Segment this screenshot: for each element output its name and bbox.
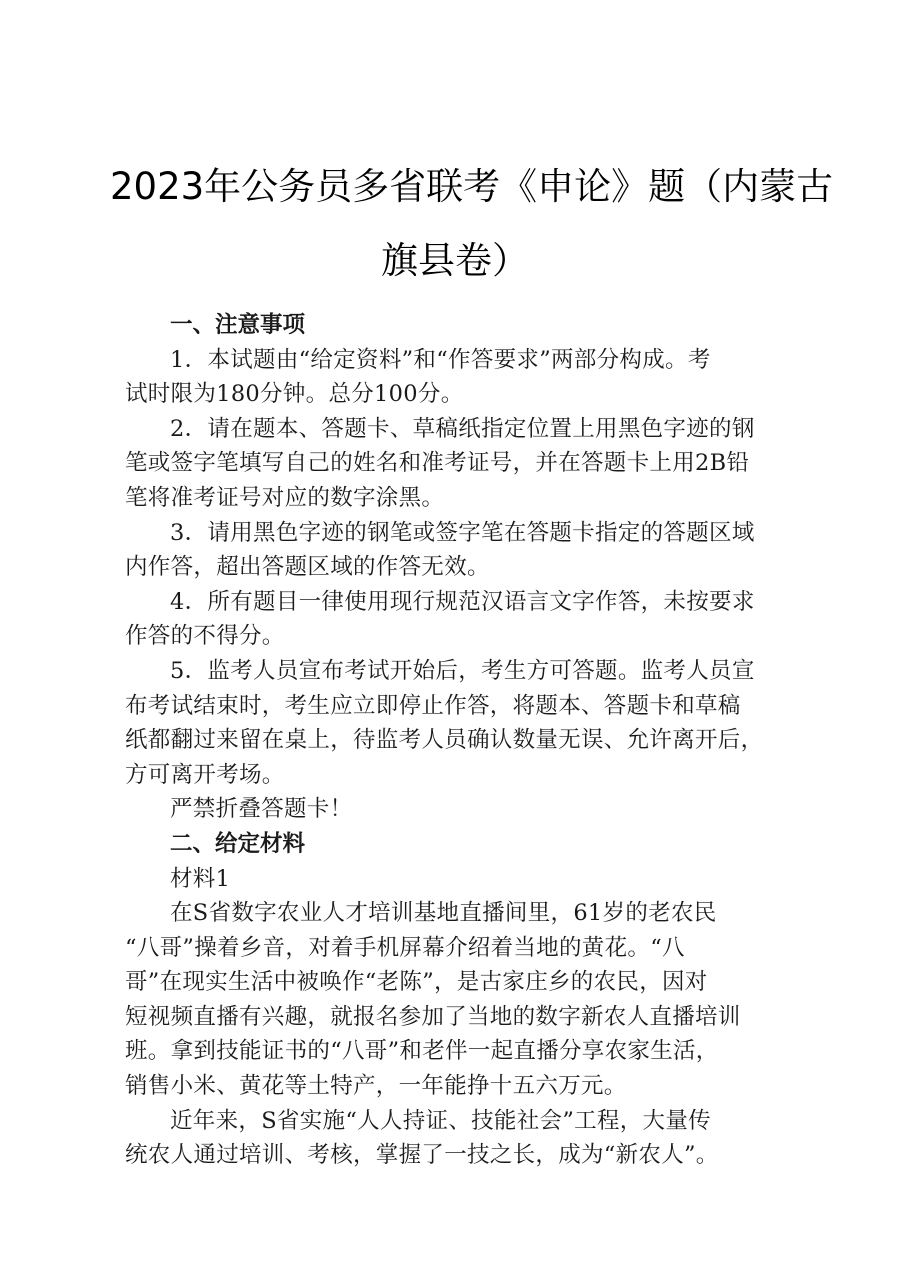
material-label [125,862,805,897]
material-paragraph-line: 在S省数字农业人才培训基地直播间里，61岁的老农民 [170,900,717,927]
material-paragraph-line: 哥”在现实生活中被唤作“老陈”，是古家庄乡的农民，因对 [125,969,708,996]
notice-item-line: 笔将准考证号对应的数字涂黑。 [125,484,445,511]
notice-item-5 [125,654,805,792]
title-line-2: 旗县卷） [381,239,529,282]
notice-item-1 [125,343,805,412]
document-title [110,150,834,298]
notice-item-line: 内作答，超出答题区域的作答无效。 [125,554,490,581]
notes-list [125,343,805,793]
document-body [125,308,805,1173]
material-paragraph-line: 近年来，S省实施“人人持证、技能社会”工程，大量传 [170,1107,711,1134]
section-heading-notes: 一、注意事项 [170,312,306,338]
notice-item-line: 纸都翻过来留在桌上，待监考人员确认数量无误、允许离开后， [125,727,764,754]
material-paragraph-line: “八哥”操着乡音，对着手机屏幕介绍着当地的黄花。“八 [125,934,685,961]
notice-item-line: 作答的不得分。 [125,623,285,650]
notice-item-line: 1．本试题由“给定资料”和“作答要求”两部分构成。考 [170,346,711,373]
section-heading-materials: 二、给定材料 [170,830,306,857]
material-paragraph-1 [125,896,805,1104]
notice-item-line: 3．请用黑色字迹的钢笔或签字笔在答题卡指定的答题区域 [170,519,755,546]
material-label-text: 材料1 [170,865,231,892]
material-paragraphs [125,896,805,1173]
material-paragraph-2 [125,1104,805,1173]
notice-item-3 [125,516,805,585]
material-paragraph-line: 销售小米、黄花等土特产，一年能挣十五六万元。 [125,1073,627,1100]
material-paragraph-line: 短视频直播有兴趣，就报名参加了当地的数字新农人直播培训 [125,1003,741,1030]
notice-item-line: 方可离开考场。 [125,761,285,788]
notice-item-line: 试时限为180分钟。总分100分。 [125,381,464,408]
notice-item-line: 笔或签字笔填写自己的姓名和准考证号，并在答题卡上用2B铅 [125,450,750,477]
title-line-1: 2023年公务员多省联考《申论》题（内蒙古 [110,165,834,208]
notice-item-line: 2．请在题本、答题卡、草稿纸指定位置上用黑色字迹的钢 [170,415,755,442]
notice-item-4 [125,585,805,654]
notice-item-line: 4．所有题目一律使用现行规范汉语言文字作答，未按要求 [170,588,755,615]
notice-item-line: 5．监考人员宣布考试开始后，考生方可答题。监考人员宣 [170,657,755,684]
notice-item-2 [125,412,805,516]
notice-item-line: 布考试结束时，考生应立即停止作答，将题本、答题卡和草稿 [125,692,741,719]
warning-line: 严禁折叠答题卡！ [170,796,353,823]
material-paragraph-line: 统农人通过培训、考核，掌握了一技之长，成为“新农人”。 [125,1142,719,1169]
material-paragraph-line: 班。拿到技能证书的“八哥”和老伴一起直播分享农家生活， [125,1038,719,1065]
warning-text [125,792,805,827]
